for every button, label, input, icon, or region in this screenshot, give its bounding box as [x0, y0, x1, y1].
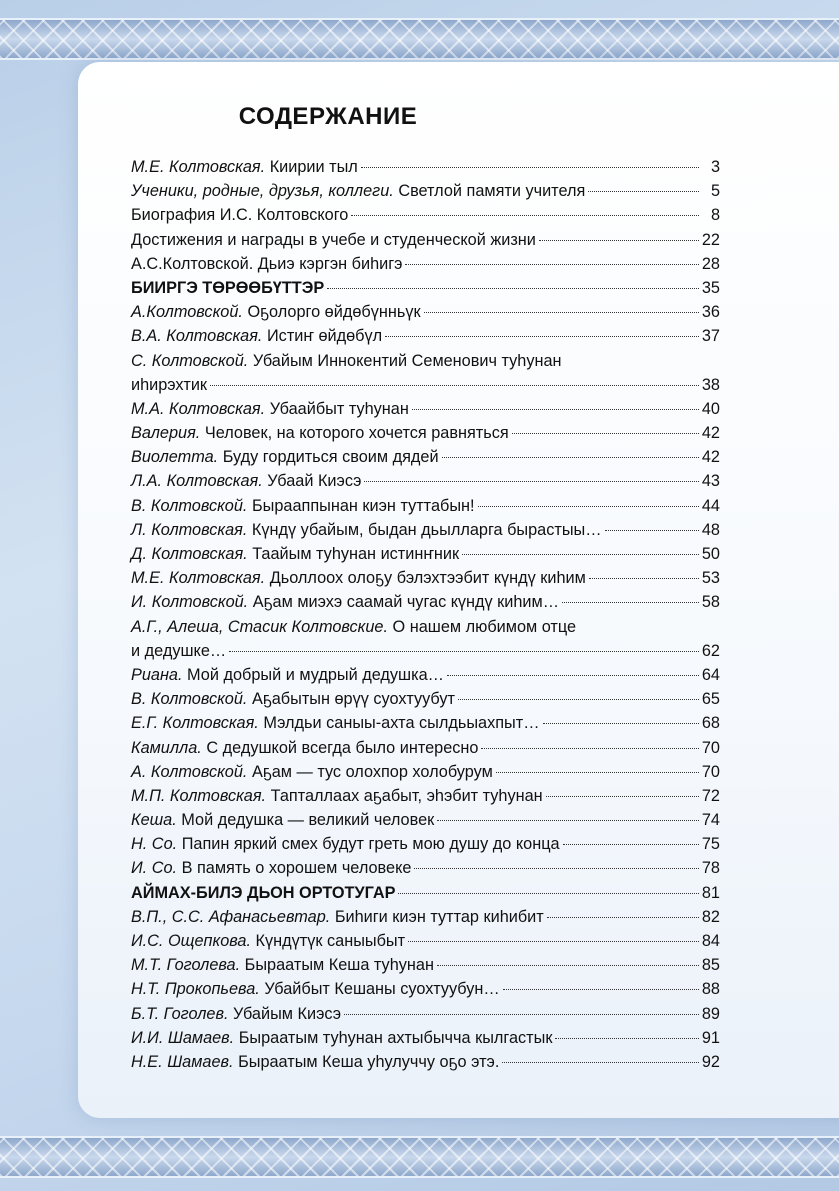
toc-entry-author: Н. Со. [131, 835, 178, 854]
toc-entry-page: 70 [701, 738, 720, 757]
toc-entry[interactable] [131, 618, 720, 642]
table-of-contents [131, 158, 720, 1077]
toc-entry-title: Күндү убайым, быдан дьылларга бырастыы… [251, 520, 602, 539]
toc-entry-author: И.И. Шамаев. [131, 1028, 235, 1047]
leader-dots [605, 530, 699, 531]
toc-entry-page: 82 [701, 907, 720, 926]
toc-entry-page: 89 [701, 1004, 720, 1023]
leader-dots [539, 240, 699, 241]
toc-entry-title: Таайым туһунан истинҥник [252, 545, 460, 563]
leader-dots [405, 264, 698, 265]
toc-entry[interactable] [131, 206, 720, 230]
toc-entry[interactable] [131, 472, 720, 496]
toc-entry[interactable] [131, 1005, 720, 1029]
toc-entry[interactable] [131, 666, 720, 690]
leader-dots [344, 1014, 699, 1015]
toc-entry-title: Киирии тыл [269, 158, 358, 176]
toc-entry-title: Достижения и награды в учебе и студенческой жизни [131, 230, 536, 249]
toc-entry-page: 92 [701, 1052, 720, 1071]
toc-entry-title-continuation: иһирэхтик [131, 375, 208, 394]
leader-dots [361, 167, 699, 168]
leader-dots [502, 1062, 699, 1063]
toc-entry-author: С. Колтовской. [131, 351, 249, 370]
toc-entry-title: Быраатым Кеша уһулуччу оҕо этэ. [238, 1052, 500, 1071]
toc-entry[interactable] [131, 714, 720, 738]
toc-entry[interactable] [131, 593, 720, 617]
leader-dots [588, 191, 699, 192]
toc-entry-page: 72 [701, 786, 720, 805]
toc-entry[interactable] [131, 980, 720, 1004]
toc-entry[interactable] [131, 763, 720, 787]
decorative-border-top [0, 18, 839, 60]
toc-entry-author: Валерия. [131, 424, 201, 443]
leader-dots [408, 941, 699, 942]
leader-dots [447, 675, 699, 676]
toc-entry-title: Убайбыт Кешаны суохтуубун… [264, 980, 500, 999]
toc-entry[interactable] [131, 400, 720, 424]
leader-dots [481, 748, 698, 749]
toc-entry[interactable] [131, 787, 720, 811]
toc-entry-title: Человек, на которого хочется равняться [204, 424, 509, 443]
toc-entry-author: И. Колтовской. [131, 593, 249, 612]
leader-dots [414, 868, 698, 869]
toc-entry-title: Быраатым туһунан ахтыбычча кылгастык [238, 1028, 553, 1047]
toc-entry-title: Убаайбыт туһунан [269, 399, 409, 418]
toc-entry-title: Убаай Киэсэ [267, 472, 362, 491]
toc-entry-title: Аҕам миэхэ саамай чугас күндү киһим… [252, 593, 560, 612]
toc-entry-author: Ученики, родные, друзья, коллеги. [131, 182, 394, 201]
toc-entry-page: 35 [701, 278, 720, 297]
toc-entry[interactable] [131, 182, 720, 206]
toc-entry-author: В.А. Колтовская. [131, 327, 263, 346]
toc-entry[interactable] [131, 424, 720, 448]
toc-entry-author: Кеша. [131, 811, 177, 830]
toc-entry-title: Күндүтүк саныыбыт [255, 932, 406, 950]
toc-entry-page: 42 [701, 448, 720, 467]
leader-dots [562, 602, 699, 603]
leader-dots [478, 506, 699, 507]
toc-entry-author: А.Колтовской. [131, 303, 243, 322]
toc-entry-page: 81 [701, 883, 720, 902]
toc-entry-title: Убайым Киэсэ [233, 1004, 342, 1023]
toc-entry-author: М.Е. Колтовская. [131, 158, 266, 176]
leader-dots [327, 288, 699, 289]
toc-entry-title: Тапталлаах аҕабыт, эһэбит туһунан [270, 786, 543, 805]
toc-section[interactable] [131, 884, 720, 908]
toc-entry-author: Е.Г. Колтовская. [131, 714, 259, 733]
toc-entry[interactable] [131, 352, 720, 376]
toc-entry-author: Л. Колтовская. [131, 520, 248, 539]
toc-entry-author: И. Со. [131, 859, 178, 878]
toc-entry-page: 68 [701, 714, 720, 733]
leader-dots [546, 796, 699, 797]
leader-dots [442, 457, 699, 458]
toc-entry-author: Н.Т. Прокопьева. [131, 980, 260, 999]
toc-entry-title: В память о хорошем человеке [181, 859, 412, 878]
toc-entry-title: Бырааппынан киэн туттабын! [251, 496, 475, 515]
toc-entry-title: О нашем любимом отце [392, 617, 577, 636]
toc-entry-title-continuation: и дедушке… [131, 641, 227, 660]
toc-entry-title: Биһиги киэн туттар киһибит [334, 907, 544, 926]
page-title: СОДЕРЖАНИЕ [238, 103, 418, 130]
toc-entry[interactable] [131, 908, 720, 932]
toc-entry-page: 48 [701, 520, 720, 539]
leader-dots [555, 1038, 698, 1039]
leader-dots [398, 893, 698, 894]
toc-entry-title: Истиҥ өйдөбүл [266, 327, 383, 346]
toc-entry-page: 28 [701, 254, 720, 273]
leader-dots [437, 965, 699, 966]
toc-entry[interactable] [131, 158, 720, 182]
toc-entry[interactable] [131, 739, 720, 763]
toc-entry-author: Камилла. [131, 738, 202, 757]
toc-section[interactable] [131, 279, 720, 303]
toc-entry-title: Мэлдьи саныы-ахта сылдьыахпыт… [263, 714, 540, 733]
toc-entry-page: 78 [701, 859, 720, 878]
leader-dots [589, 578, 699, 579]
toc-entry-continuation [131, 376, 720, 400]
toc-entry-page: 36 [701, 303, 720, 322]
toc-entry-page: 70 [701, 762, 720, 781]
toc-entry[interactable] [131, 545, 720, 569]
toc-entry-title: Аҕам — тус олохпор холобурум [251, 762, 493, 781]
toc-entry[interactable] [131, 690, 720, 714]
toc-entry[interactable] [131, 859, 720, 883]
toc-entry[interactable] [131, 1029, 720, 1053]
toc-entry-title: С дедушкой всегда было интересно [206, 738, 479, 757]
toc-entry[interactable] [131, 521, 720, 545]
toc-entry-page: 5 [710, 182, 720, 201]
toc-entry[interactable] [131, 303, 720, 327]
toc-entry[interactable] [131, 956, 720, 980]
toc-entry-author: В.П., С.С. Афанасьевтар. [131, 907, 331, 926]
toc-entry[interactable] [131, 255, 720, 279]
toc-entry-page: 84 [701, 932, 720, 950]
toc-entry-page: 37 [701, 327, 720, 346]
toc-entry-title: Мой добрый и мудрый дедушка… [187, 665, 444, 684]
toc-entry[interactable] [131, 448, 720, 472]
leader-dots [503, 989, 699, 990]
toc-entry-title: Оҕолорго өйдөбүнньүк [247, 303, 421, 322]
toc-entry-author: Виолетта. [131, 448, 219, 467]
toc-entry-page: 85 [701, 956, 720, 975]
toc-entry-title: Мой дедушка — великий человек [181, 811, 435, 830]
toc-entry-author: Б.Т. Гоголев. [131, 1004, 229, 1023]
toc-entry-page: 50 [701, 545, 720, 563]
leader-dots [462, 554, 699, 555]
toc-entry-author: Л.А. Колтовская. [131, 472, 263, 491]
toc-entry-page: 64 [701, 665, 720, 684]
toc-entry[interactable] [131, 569, 720, 593]
toc-entry-page: 43 [701, 472, 720, 491]
toc-entry-author: В. Колтовской. [131, 496, 248, 515]
toc-entry-title: Дьоллоох олоҕу бэлэхтээбит күндү киһим [269, 569, 586, 588]
toc-entry-page: 53 [701, 569, 720, 588]
toc-entry-page: 75 [701, 835, 720, 854]
leader-dots [496, 772, 699, 773]
toc-entry-author: В. Колтовской. [131, 690, 248, 709]
leader-dots [563, 844, 699, 845]
toc-entry-author: А.Г., Алеша, Стасик Колтовские. [131, 617, 389, 636]
toc-entry[interactable] [131, 835, 720, 859]
toc-entry[interactable] [131, 497, 720, 521]
toc-entry-continuation [131, 642, 720, 666]
toc-entry-title: Убайым Иннокентий Семенович туһунан [252, 351, 562, 370]
toc-entry-author: М.Е. Колтовская. [131, 569, 266, 588]
toc-entry-author: М.П. Колтовская. [131, 786, 267, 805]
toc-entry-page: 40 [701, 399, 720, 418]
toc-entry-author: А. Колтовской. [131, 762, 248, 781]
toc-entry-page: 22 [701, 230, 720, 249]
toc-entry[interactable] [131, 327, 720, 351]
toc-entry-title: Светлой памяти учителя [398, 182, 586, 201]
toc-entry-page: 74 [701, 811, 720, 830]
toc-entry-page: 62 [701, 641, 720, 660]
toc-entry[interactable] [131, 932, 720, 956]
toc-entry-page: 38 [701, 375, 720, 394]
toc-entry[interactable] [131, 231, 720, 255]
toc-entry-page: 88 [701, 980, 720, 999]
toc-entry-page: 65 [701, 690, 720, 709]
toc-entry[interactable] [131, 1053, 720, 1077]
leader-dots [424, 312, 699, 313]
toc-entry-page: 58 [701, 593, 720, 612]
toc-entry-title: АЙМАХ-БИЛЭ ДЬОН ОРТОТУГАР [131, 883, 396, 902]
leader-dots [543, 723, 699, 724]
toc-entry-page: 3 [710, 158, 720, 176]
leader-dots [412, 409, 699, 410]
toc-entry[interactable] [131, 811, 720, 835]
leader-dots [229, 651, 699, 652]
toc-entry-title: Аҕабытын өрүү суохтуубут [251, 690, 455, 709]
toc-entry-author: М.А. Колтовская. [131, 399, 266, 418]
toc-entry-title: БИИРГЭ ТӨРӨӨБҮТТЭР [131, 278, 325, 297]
leader-dots [351, 215, 699, 216]
toc-entry-title: Буду гордиться своим дядей [222, 448, 439, 467]
toc-entry-author: Н.Е. Шамаев. [131, 1052, 234, 1071]
leader-dots [547, 917, 699, 918]
toc-entry-author: М.Т. Гоголева. [131, 956, 241, 975]
toc-entry-page: 44 [701, 496, 720, 515]
decorative-border-bottom [0, 1136, 839, 1178]
leader-dots [364, 481, 698, 482]
toc-entry-page: 91 [701, 1028, 720, 1047]
leader-dots [437, 820, 699, 821]
toc-entry-title: Быраатым Кеша туһунан [244, 956, 434, 975]
leader-dots [385, 336, 699, 337]
toc-entry-title: Папин яркий смех будут греть мою душу до конца [181, 835, 560, 854]
toc-entry-page: 8 [710, 206, 720, 225]
toc-entry-author: Д. Колтовская. [131, 545, 248, 563]
toc-entry-author: И.С. Ощепкова. [131, 932, 251, 950]
leader-dots [210, 385, 699, 386]
toc-entry-title: Биография И.С. Колтовского [131, 206, 349, 225]
toc-entry-page: 42 [701, 424, 720, 443]
toc-entry-title: А.С.Колтовской. Дьиэ кэргэн биһигэ [131, 254, 403, 273]
leader-dots [512, 433, 699, 434]
leader-dots [458, 699, 699, 700]
toc-entry-author: Риана. [131, 665, 183, 684]
